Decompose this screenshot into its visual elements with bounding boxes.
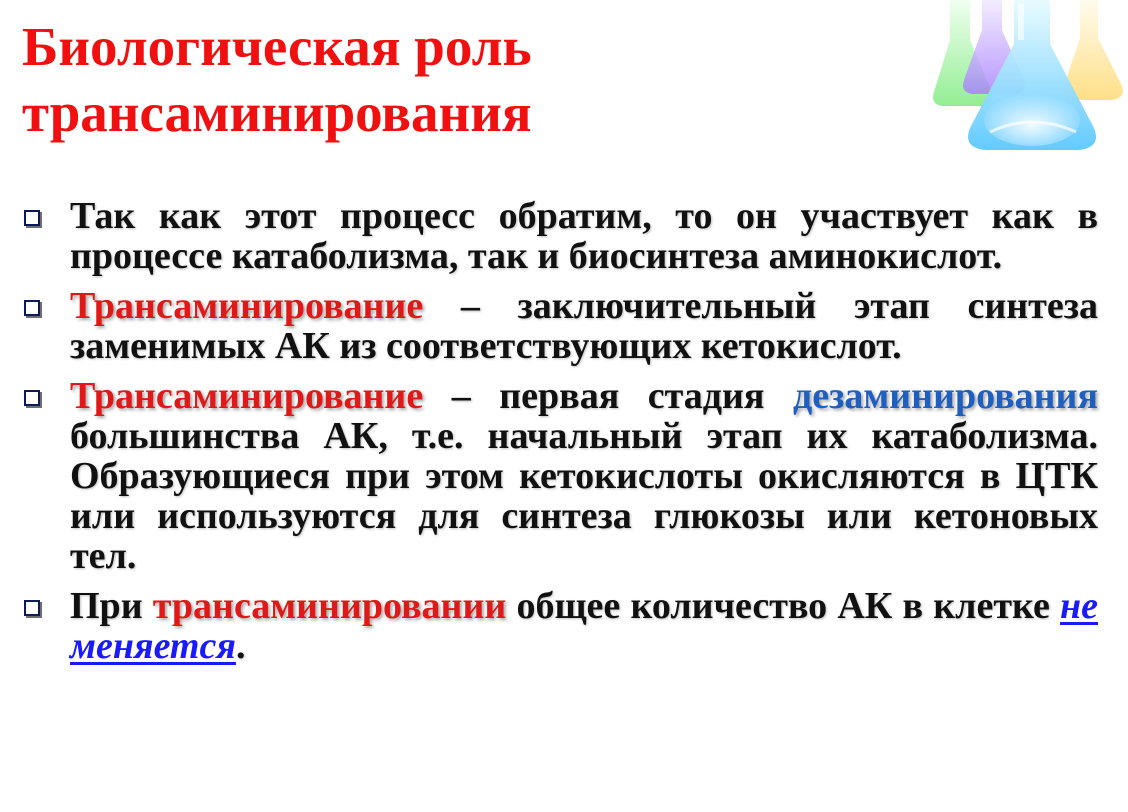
bullet-4-middle: общее количество АК в клетке: [506, 585, 1061, 627]
laboratory-flask-icon: [930, 0, 1128, 160]
bullet-item-4: [20, 586, 1098, 666]
bullet-4-end: .: [235, 625, 246, 667]
bullet-3-term-deamination: дезаминирования: [793, 375, 1098, 417]
bullet-3-text: большинства АК, т.е. начальный этап их катаболизма. Образующиеся при этом кетокислоты окисляются в ЦТК или используются для синтеза глюкозы или кетоновых тел.: [70, 415, 1098, 577]
bullet-4-term: трансаминировании: [152, 585, 507, 627]
slide-title: [22, 14, 922, 146]
bullet-1-text: Так как этот процесс обратим, то он участвует как в процессе катаболизма, так и биосинтеза аминокислот.: [70, 195, 1098, 277]
checkbox-bullet-icon: [24, 300, 40, 316]
bullet-3-term: Трансаминирование: [70, 375, 424, 417]
bullet-4-link[interactable]: не меняется: [70, 585, 1098, 667]
bullet-3-middle: – первая стадия: [423, 375, 794, 417]
bullet-4-lead: При: [70, 585, 153, 627]
checkbox-bullet-icon: [24, 600, 40, 616]
bullet-item-3: [20, 376, 1098, 576]
bullet-2-text: – заключительный этап синтеза заменимых АК из соответствующих кетокислот.: [70, 285, 1098, 367]
checkbox-bullet-icon: [24, 390, 40, 406]
bullet-2-term: Трансаминирование: [70, 285, 424, 327]
bullet-item-1: [20, 196, 1098, 276]
bullet-list: [20, 196, 1098, 676]
slide-title-line-1: Биологическая роль: [22, 16, 532, 77]
bullet-item-2: [20, 286, 1098, 366]
slide-title-line-2: трансаминирования: [22, 82, 532, 143]
checkbox-bullet-icon: [24, 210, 40, 226]
